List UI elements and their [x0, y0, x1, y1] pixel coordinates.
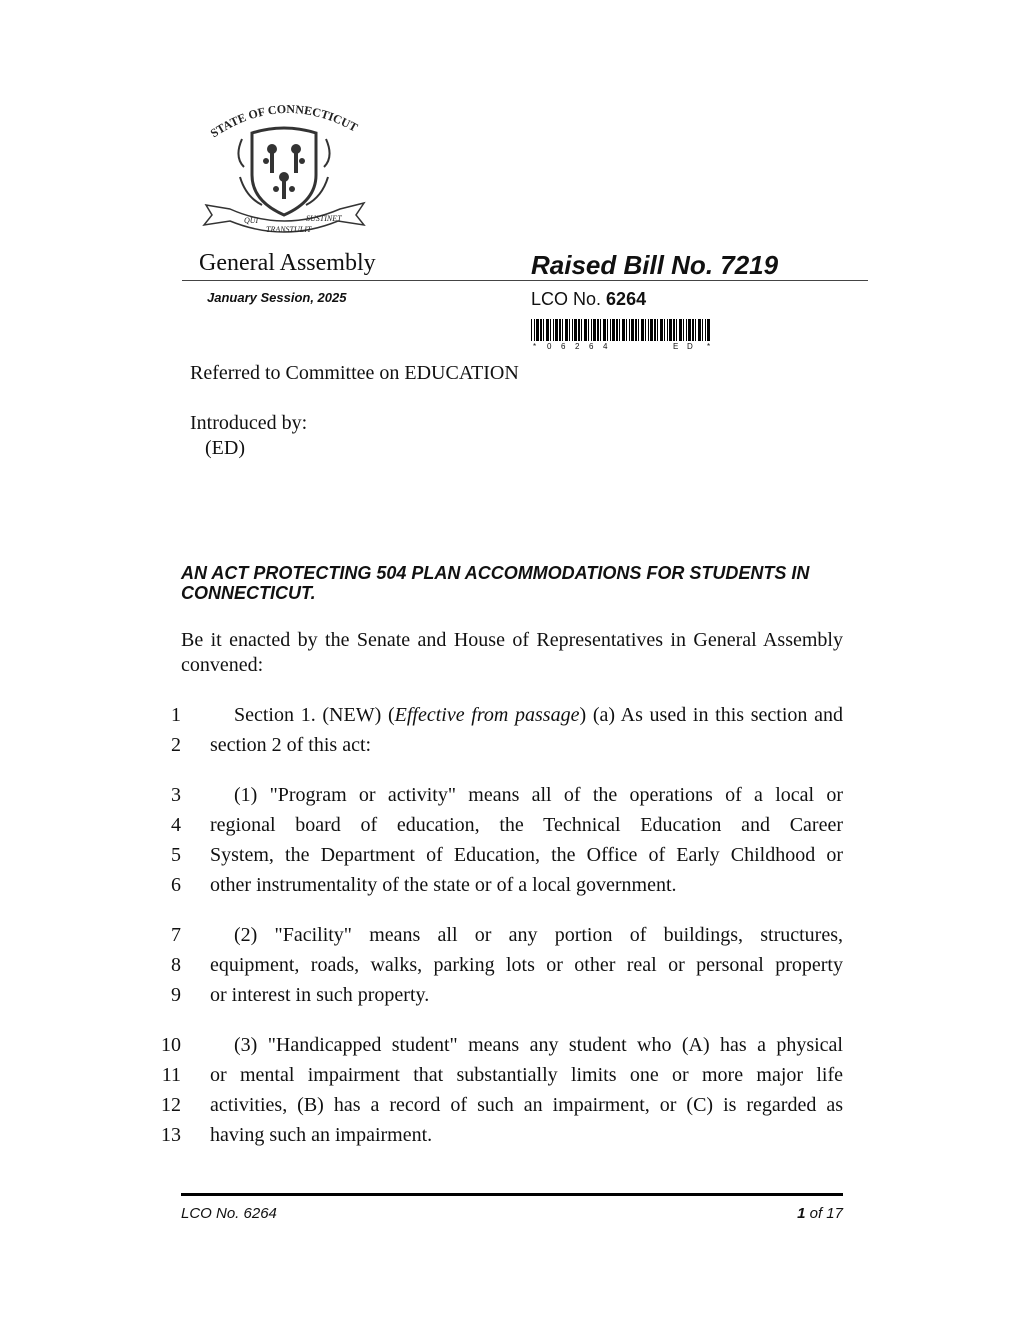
- bill-line: [210, 730, 843, 760]
- page-indicator: [700, 1205, 843, 1222]
- barcode-bar: [619, 319, 620, 341]
- svg-text:STATE OF CONNECTICUT: [208, 102, 360, 140]
- barcode-bar: [588, 319, 589, 341]
- barcode-bar: [591, 319, 592, 341]
- barcode-bar: [543, 319, 544, 341]
- footer-rule: [181, 1193, 843, 1196]
- barcode-char: 0: [547, 342, 552, 351]
- barcode-bar: [660, 319, 663, 341]
- effective-date: Effective from passage: [394, 704, 580, 726]
- line-number: 3: [171, 784, 181, 806]
- barcode-bar: [683, 319, 684, 341]
- act-title: AN ACT PROTECTING 504 PLAN ACCOMMODATIONS FOR STUDENTS IN CONNECTICUT.: [181, 563, 810, 603]
- barcode-bar: [648, 319, 649, 341]
- barcode-bar: [622, 319, 625, 341]
- state-seal-icon: [200, 97, 368, 247]
- barcode-bar: [584, 319, 587, 341]
- line-number: 6: [171, 874, 181, 896]
- barcode-char: D: [687, 342, 693, 351]
- line-number: 7: [171, 924, 181, 946]
- barcode-bar: [555, 319, 558, 341]
- barcode-bar: [607, 319, 608, 341]
- barcode-char: 4: [603, 342, 608, 351]
- line-number: 2: [171, 734, 181, 756]
- barcode-bar: [562, 319, 563, 341]
- barcode-bar: [667, 319, 668, 341]
- barcode-bar: [536, 319, 539, 341]
- barcode-char: *: [533, 342, 537, 351]
- barcode-bar: [540, 319, 542, 341]
- bill-line: [210, 1030, 843, 1060]
- line-number: 12: [161, 1094, 181, 1116]
- line-number: 4: [171, 814, 181, 836]
- footer-lco: LCO No. 6264: [181, 1205, 277, 1222]
- line-text: ) (a) As used in this section and: [579, 704, 844, 726]
- barcode-char: 6: [589, 342, 594, 351]
- line-text: having such an impairment.: [210, 1124, 433, 1146]
- header-rule: [182, 280, 868, 281]
- bill-number: Raised Bill No. 7219: [531, 250, 779, 280]
- barcode-bar: [679, 319, 682, 341]
- barcode-bar: [593, 319, 596, 341]
- barcode-bar: [569, 319, 570, 341]
- barcode-bar: [631, 319, 634, 341]
- barcode-bar: [657, 319, 658, 341]
- barcode-bar: [645, 319, 646, 341]
- line-text: activities, (B) has a record of such an impairment, or (C) is regarded as: [210, 1094, 843, 1116]
- barcode-bar: [578, 319, 580, 341]
- seal-text: STATE OF CONNECTICUT: [207, 101, 361, 141]
- line-text: equipment, roads, walks, parking lots or other real or personal property: [210, 954, 843, 976]
- bill-line: [210, 1120, 843, 1150]
- line-number: 13: [161, 1124, 181, 1146]
- barcode-bar: [612, 319, 615, 341]
- barcode-bar: [692, 319, 694, 341]
- barcode-bar: [686, 319, 687, 341]
- session-label: January Session, 2025: [207, 290, 347, 305]
- bill-line: [210, 1060, 843, 1090]
- general-assembly-label: General Assembly: [199, 250, 376, 276]
- barcode-bar: [616, 319, 618, 341]
- introduced-by-label: Introduced by:: [190, 412, 308, 434]
- barcode-bar: [688, 319, 691, 341]
- barcode-bar: [638, 319, 639, 341]
- line-text: System, the Department of Education, the Office of Early Childhood or: [210, 844, 843, 866]
- barcode-bar: [574, 319, 577, 341]
- barcode-bar: [669, 319, 672, 341]
- barcode-bar: [695, 319, 696, 341]
- barcode-bar: [572, 319, 573, 341]
- barcode-bar: [664, 319, 665, 341]
- barcode-bar: [673, 319, 675, 341]
- bill-line: [210, 980, 843, 1010]
- barcode-bar: [600, 319, 601, 341]
- svg-text:SUSTINET: SUSTINET: [306, 214, 342, 223]
- barcode-bar: [581, 319, 582, 341]
- line-text: or mental impairment that substantially limits one or more major life: [210, 1064, 843, 1086]
- barcode-char: E: [673, 342, 679, 351]
- barcode-bar: [654, 319, 656, 341]
- barcode-bar: [531, 319, 532, 341]
- page-total: of 17: [809, 1205, 843, 1222]
- line-number: 11: [161, 1064, 181, 1086]
- barcode-bar: [553, 319, 554, 341]
- line-text: (3) "Handicapped student" means any student who (A) has a physical: [234, 1034, 843, 1056]
- bill-line: [210, 1090, 843, 1120]
- barcode-bar: [635, 319, 637, 341]
- barcode-bar: [603, 319, 606, 341]
- enacting-clause: Be it enacted by the Senate and House of Representatives in General Assembly convened:: [181, 629, 843, 676]
- barcode-bar: [534, 319, 535, 341]
- barcode-char: 6: [561, 342, 566, 351]
- lco-number: 6264: [606, 289, 647, 309]
- line-number: 9: [171, 984, 181, 1006]
- barcode-bar: [550, 319, 551, 341]
- barcode-char: *: [707, 342, 711, 351]
- barcode-bar: [629, 319, 630, 341]
- barcode-char: 2: [575, 342, 580, 351]
- bill-line: [210, 780, 843, 810]
- barcode-bar: [610, 319, 611, 341]
- barcode-bar: [565, 319, 568, 341]
- bill-line: [210, 700, 843, 730]
- barcode-bar: [546, 319, 549, 341]
- barcode-bar: [705, 319, 706, 341]
- barcode: [531, 319, 713, 341]
- svg-text:TRANSTULIT: TRANSTULIT: [266, 225, 312, 234]
- page-current: 1: [797, 1205, 806, 1222]
- barcode-bar: [559, 319, 561, 341]
- bill-line: [210, 920, 843, 950]
- line-number: 8: [171, 954, 181, 976]
- barcode-bar: [597, 319, 599, 341]
- bill-line: [210, 950, 843, 980]
- barcode-bar: [626, 319, 627, 341]
- bill-line: [210, 810, 843, 840]
- line-text: (1) "Program or activity" means all of the operations of a local or: [234, 784, 843, 806]
- introduced-by-value: (ED): [205, 437, 245, 459]
- line-text: regional board of education, the Technical Education and Career: [210, 814, 843, 836]
- line-number: 1: [171, 704, 181, 726]
- committee-referral: Referred to Committee on EDUCATION: [190, 362, 519, 384]
- bill-line: [210, 840, 843, 870]
- lco-number-header: [531, 289, 646, 310]
- lco-prefix: LCO No.: [531, 289, 602, 309]
- barcode-bar: [702, 319, 703, 341]
- line-text: (2) "Facility" means all or any portion of buildings, structures,: [234, 924, 843, 946]
- line-text: other instrumentality of the state or of a local government.: [210, 874, 677, 896]
- line-text: section 2 of this act:: [210, 734, 372, 756]
- barcode-bar: [641, 319, 644, 341]
- line-number: 10: [161, 1034, 181, 1056]
- barcode-bar: [676, 319, 677, 341]
- barcode-bar: [698, 319, 701, 341]
- svg-text:QUI: QUI: [244, 216, 259, 225]
- bill-line: [210, 870, 843, 900]
- barcode-bar: [650, 319, 653, 341]
- line-number: 5: [171, 844, 181, 866]
- line-text: or interest in such property.: [210, 984, 430, 1006]
- line-text: Section 1. (NEW) (: [234, 704, 395, 726]
- barcode-bar: [707, 319, 710, 341]
